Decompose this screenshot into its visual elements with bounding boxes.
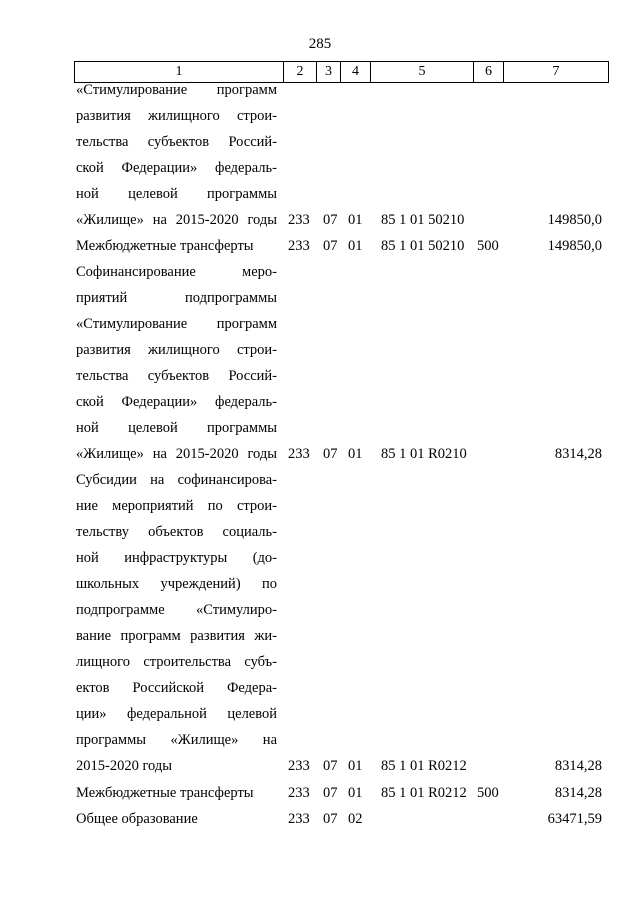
row-description-line: тельства субъектов Россий-	[76, 134, 277, 150]
row-code-subchapter: 01	[348, 758, 363, 774]
row-description-line: Межбюджетные трансферты	[76, 238, 254, 254]
column-header-7: 7	[503, 61, 609, 83]
row-code-subchapter: 01	[348, 785, 363, 801]
column-header-2: 2	[283, 61, 317, 83]
row-description-line: школьных учреждений) по	[76, 576, 277, 592]
row-code-section: 233	[288, 238, 310, 254]
row-code-subchapter: 01	[348, 212, 363, 228]
row-code-target: 85 1 01 50210	[381, 238, 465, 254]
row-description-line: тельству объектов социаль-	[76, 524, 277, 540]
row-code-expense: 500	[477, 785, 499, 801]
row-description-line: подпрограмме «Стимулиро-	[76, 602, 277, 618]
row-description-line: ной целевой программы	[76, 186, 277, 202]
row-code-target: 85 1 01 R0210	[381, 446, 467, 462]
row-amount: 8314,28	[554, 758, 602, 774]
row-code-chapter: 07	[323, 212, 338, 228]
column-header-6: 6	[473, 61, 504, 83]
row-description-line: ской Федерации» федераль-	[76, 160, 277, 176]
row-amount: 63471,59	[547, 811, 602, 827]
row-description-line: развития жилищного строи-	[76, 342, 277, 358]
row-code-expense: 500	[477, 238, 499, 254]
row-description-line: «Жилище» на 2015-2020 годы	[76, 212, 277, 228]
row-description-line: «Стимулирование программ	[76, 316, 277, 332]
row-description-line: тельства субъектов Россий-	[76, 368, 277, 384]
row-description-line: ной целевой программы	[76, 420, 277, 436]
row-code-subchapter: 01	[348, 238, 363, 254]
row-code-chapter: 07	[323, 446, 338, 462]
row-code-section: 233	[288, 811, 310, 827]
row-description-line: ской Федерации» федераль-	[76, 394, 277, 410]
row-code-chapter: 07	[323, 238, 338, 254]
row-description-line: Софинансирование меро-	[76, 264, 277, 280]
row-code-section: 233	[288, 212, 310, 228]
row-description-line: «Стимулирование программ	[76, 82, 277, 98]
row-description-line: ной инфраструктуры (до-	[76, 550, 277, 566]
row-amount: 8314,28	[554, 446, 602, 462]
row-description-line: вание программ развития жи-	[76, 628, 277, 644]
row-description-line: ние мероприятий по строи-	[76, 498, 277, 514]
row-description-line: Межбюджетные трансферты	[76, 785, 254, 801]
row-code-section: 233	[288, 785, 310, 801]
row-description-line: «Жилище» на 2015-2020 годы	[76, 446, 277, 462]
column-header-5: 5	[370, 61, 474, 83]
row-description-line: Общее образование	[76, 811, 198, 827]
row-description-line: приятий подпрограммы	[76, 290, 277, 306]
row-code-target: 85 1 01 R0212	[381, 758, 467, 774]
row-code-section: 233	[288, 758, 310, 774]
row-amount: 8314,28	[554, 785, 602, 801]
row-description-line: развития жилищного строи-	[76, 108, 277, 124]
row-code-chapter: 07	[323, 785, 338, 801]
row-code-chapter: 07	[323, 758, 338, 774]
row-code-target: 85 1 01 R0212	[381, 785, 467, 801]
row-code-target: 85 1 01 50210	[381, 212, 465, 228]
column-header-4: 4	[340, 61, 371, 83]
row-description-line: программы «Жилище» на	[76, 732, 277, 748]
row-code-subchapter: 02	[348, 811, 363, 827]
row-description-line: 2015-2020 годы	[76, 758, 172, 774]
row-amount: 149850,0	[547, 212, 602, 228]
row-description-line: Субсидии на софинансирова-	[76, 472, 277, 488]
row-description-line: ектов Российской Федера-	[76, 680, 277, 696]
row-code-section: 233	[288, 446, 310, 462]
row-code-subchapter: 01	[348, 446, 363, 462]
column-header-1: 1	[74, 61, 284, 83]
page-number: 285	[308, 36, 332, 52]
row-amount: 149850,0	[547, 238, 602, 254]
row-description-line: лищного строительства субъ-	[76, 654, 277, 670]
column-header-3: 3	[316, 61, 341, 83]
row-code-chapter: 07	[323, 811, 338, 827]
row-description-line: ции» федеральной целевой	[76, 706, 277, 722]
